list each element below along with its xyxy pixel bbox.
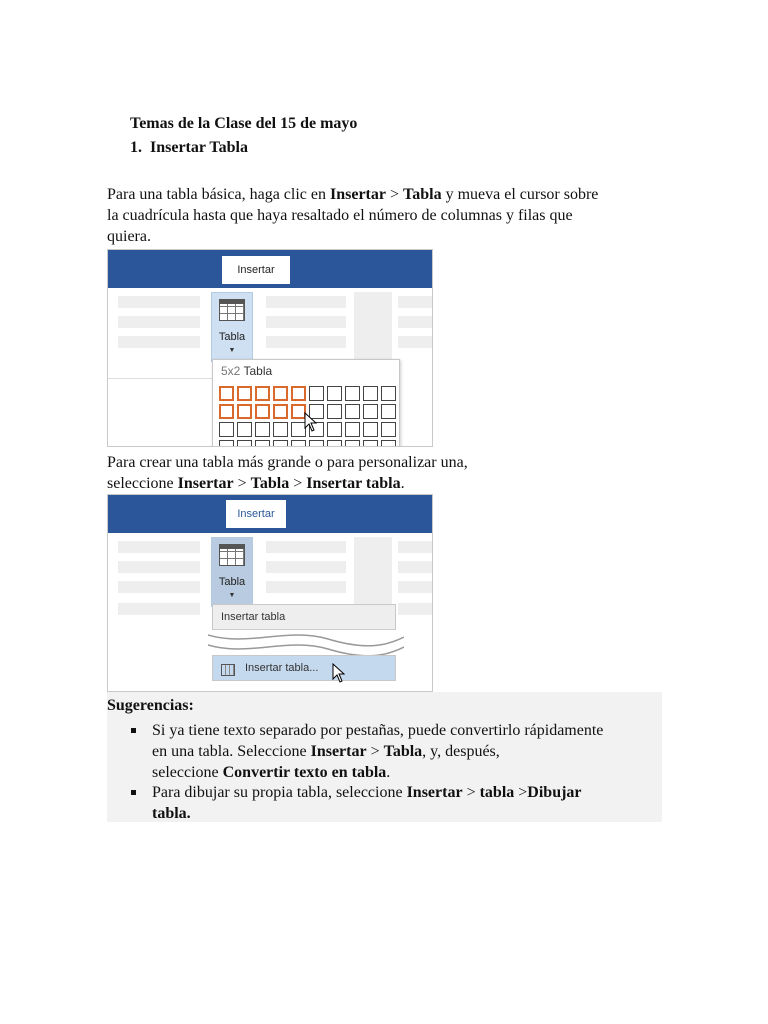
grid-cell[interactable] (381, 386, 396, 401)
figure-insert-table-grid (107, 249, 433, 447)
grid-cell[interactable] (219, 404, 234, 419)
grid-cell[interactable] (273, 404, 288, 419)
grid-cell[interactable] (255, 440, 270, 447)
tab-insertar[interactable]: Insertar (222, 256, 290, 284)
menu-header: Insertar tabla (212, 604, 396, 630)
paragraph-custom-table (107, 452, 667, 494)
grid-cell[interactable] (219, 386, 234, 401)
grid-cell[interactable] (237, 422, 252, 437)
grid-cell[interactable] (327, 386, 342, 401)
grid-cell[interactable] (327, 422, 342, 437)
table-icon (219, 299, 245, 321)
intro-paragraph (107, 184, 667, 247)
grid-cell[interactable] (345, 404, 360, 419)
grid-cell[interactable] (345, 386, 360, 401)
grid-cell[interactable] (237, 404, 252, 419)
grid-cell[interactable] (273, 422, 288, 437)
chevron-down-icon: ▼ (228, 592, 236, 599)
table-grid-dropdown (212, 359, 400, 447)
menu-item-label: Insertar tabla... (245, 662, 319, 674)
section-heading (130, 137, 248, 158)
tip-line: tabla. (152, 805, 191, 822)
intro-line: la cuadrícula hasta que haya resaltado el número de columnas y filas que (107, 207, 573, 224)
grid-cell[interactable] (381, 422, 396, 437)
grid-cell[interactable] (327, 440, 342, 447)
table-button[interactable] (211, 537, 253, 607)
tip-item (152, 782, 662, 824)
grid-cell[interactable] (363, 404, 378, 419)
grid-cell[interactable] (363, 422, 378, 437)
grid-cell[interactable] (291, 440, 306, 447)
torn-edge-icon (208, 631, 404, 655)
grid-cell[interactable] (381, 440, 396, 447)
tip-line: Si ya tiene texto separado por pestañas, puede convertirlo rápidamente (152, 722, 604, 739)
table-button-label: Tabla (218, 576, 246, 588)
intro-line: quiera. (107, 228, 151, 245)
grid-cell[interactable] (381, 404, 396, 419)
paragraph-line: Para crear una tabla más grande o para personalizar una, (107, 454, 468, 471)
grid-cell[interactable] (309, 440, 324, 447)
bullet-icon (131, 790, 136, 795)
grid-cell[interactable] (255, 386, 270, 401)
intro-line: Para una tabla básica, haga clic en Insertar > Tabla y mueva el cursor sobre (107, 186, 599, 203)
grid-cell[interactable] (255, 404, 270, 419)
grid-cell[interactable] (363, 386, 378, 401)
tab-insertar[interactable]: Insertar (226, 500, 286, 528)
menu-item-insertar-tabla[interactable] (212, 655, 396, 681)
grid-cell[interactable] (345, 422, 360, 437)
figure-insert-table-menu (107, 494, 433, 692)
grid-cell[interactable] (219, 422, 234, 437)
mouse-pointer-icon (304, 412, 318, 432)
section-number: 1. (130, 139, 142, 156)
table-button-label: Tabla (218, 331, 246, 343)
mouse-pointer-icon (332, 663, 346, 683)
table-icon (221, 664, 235, 676)
tip-line: en una tabla. Seleccione Insertar > Tabla, y, después, (152, 743, 500, 760)
grid-cell[interactable] (327, 404, 342, 419)
section-label: Insertar Tabla (150, 139, 248, 156)
grid-cell[interactable] (309, 386, 324, 401)
grid-cell[interactable] (255, 422, 270, 437)
grid-cell[interactable] (219, 440, 234, 447)
grid-cell[interactable] (291, 386, 306, 401)
tip-item (152, 720, 662, 783)
grid-size-label: 5x2 Tabla (221, 364, 273, 378)
document-title: Temas de la Clase del 15 de mayo (130, 115, 358, 132)
tips-box (107, 692, 662, 822)
paragraph-line: seleccione Insertar > Tabla > Insertar tabla. (107, 475, 405, 492)
bullet-icon (131, 728, 136, 733)
grid-cell[interactable] (363, 440, 378, 447)
grid-cell[interactable] (345, 440, 360, 447)
chevron-down-icon: ▼ (228, 347, 236, 354)
tip-line: Para dibujar su propia tabla, seleccione Insertar > tabla >Dibujar (152, 784, 582, 801)
tips-title: Sugerencias: (107, 697, 194, 714)
grid-cell[interactable] (273, 386, 288, 401)
grid-cell[interactable] (273, 440, 288, 447)
grid-cell[interactable] (237, 386, 252, 401)
table-icon (219, 544, 245, 566)
table-button[interactable] (211, 292, 253, 362)
grid-cell[interactable] (237, 440, 252, 447)
tip-line: seleccione Convertir texto en tabla. (152, 764, 391, 781)
